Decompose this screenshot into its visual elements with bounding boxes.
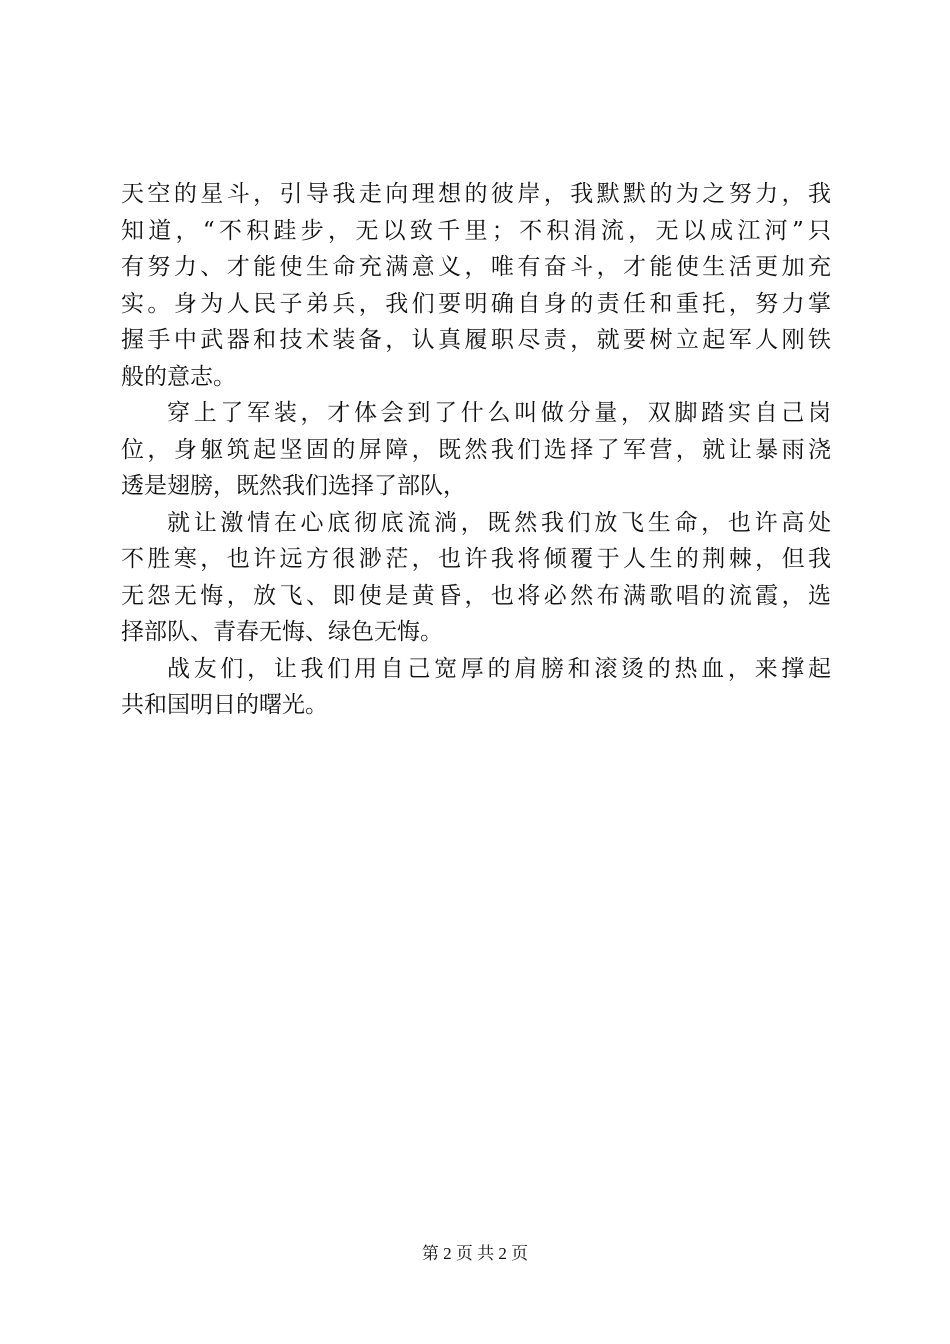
- paragraph-first-line: 战友们，让我们用自己宽厚的肩膀和滚烫的热血，来撑起: [167, 655, 831, 682]
- text-line: 握手中武器和技术装备，认真履职尽责，就要树立起军人刚铁: [121, 327, 831, 353]
- text-line: 共和国明日的曙光。: [121, 692, 328, 718]
- text-line: 透是翅膀，既然我们选择了部队，: [121, 473, 466, 499]
- paragraph-first-line: 就让激情在心底彻底流淌，既然我们放飞生命，也许高处: [167, 509, 831, 536]
- text-line: 不胜寒，也许远方很渺茫，也许我将倾覆于人生的荆棘，但我: [121, 546, 831, 572]
- paragraph-first-line: 穿上了军装，才体会到了什么叫做分量，双脚踏实自己岗: [167, 400, 831, 426]
- text-line: 择部队、青春无悔、绿色无悔。: [121, 619, 443, 645]
- page-footer: 第 2 页 共 2 页: [421, 1244, 529, 1263]
- text-line: 知道，“不积跬步，无以致千里；不积涓流，无以成江河”只: [121, 217, 831, 244]
- text-line: 无怨无悔，放飞、即使是黄昏，也将必然布满歌唱的流霞，选: [121, 582, 831, 609]
- text-line: 位，身躯筑起坚固的屏障，既然我们选择了军营，就让暴雨浇: [121, 436, 831, 463]
- text-line: 有努力、才能使生命充满意义，唯有奋斗，才能使生活更加充: [121, 254, 831, 280]
- text-line: 实。身为人民子弟兵，我们要明确自身的责任和重托，努力掌: [121, 290, 831, 317]
- text-line: 天空的星斗，引导我走向理想的彼岸，我默默的为之努力，我: [121, 181, 831, 207]
- text-line: 般的意志。: [121, 363, 236, 390]
- document-body: [121, 176, 831, 724]
